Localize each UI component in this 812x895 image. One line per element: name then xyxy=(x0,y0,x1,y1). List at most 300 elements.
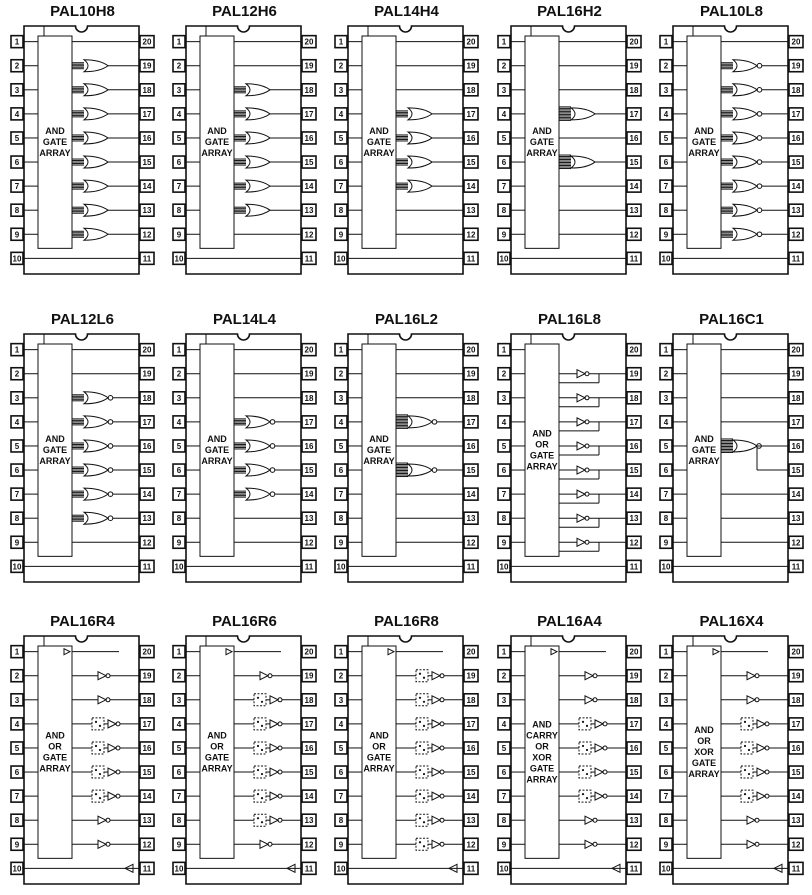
block-label: ARRAY xyxy=(688,769,720,780)
block-label: GATE xyxy=(204,752,230,763)
pin-number: 10 xyxy=(661,562,671,572)
pin-number: 18 xyxy=(791,85,801,95)
pin-number: 15 xyxy=(142,768,152,778)
block-label: ARRAY xyxy=(201,148,233,159)
pin-number: 4 xyxy=(338,417,344,427)
output-buffer xyxy=(757,768,765,776)
chip-pal16l8 xyxy=(498,311,641,582)
or-gate xyxy=(246,416,270,428)
tri-state-buffer xyxy=(98,816,106,824)
pin-number: 15 xyxy=(791,158,801,168)
pin-number: 9 xyxy=(338,840,344,850)
or-gate xyxy=(733,108,757,120)
pin-number: 16 xyxy=(791,133,801,143)
or-gate xyxy=(84,108,108,120)
pin-number: 7 xyxy=(501,792,507,802)
inverter-bubble xyxy=(757,160,762,165)
flip-flop-dot xyxy=(419,697,421,699)
pin-number: 18 xyxy=(304,85,314,95)
block-label: ARRAY xyxy=(39,148,71,159)
pin-number: 4 xyxy=(663,417,669,427)
pin-number: 8 xyxy=(176,206,182,216)
or-gate xyxy=(84,180,108,192)
pin-number: 6 xyxy=(501,158,507,168)
or-gate xyxy=(408,416,432,428)
flip-flop-dot xyxy=(99,749,101,751)
block-label: AND xyxy=(532,428,552,439)
pin-number: 9 xyxy=(14,538,20,548)
chip-package xyxy=(348,636,463,884)
pin-number: 19 xyxy=(142,671,152,681)
chip-pal16a4 xyxy=(498,613,641,884)
chip-pal16x4 xyxy=(660,613,803,884)
pin-number: 9 xyxy=(14,230,20,240)
pin-number: 5 xyxy=(501,743,507,753)
pin-number: 8 xyxy=(663,816,669,826)
inverter-bubble xyxy=(757,208,762,213)
inverter-bubble xyxy=(757,184,762,189)
pin-number: 2 xyxy=(176,61,182,71)
pin-number: 10 xyxy=(174,562,184,572)
block-label: CARRY xyxy=(526,730,558,741)
flip-flop-dot xyxy=(99,725,101,727)
pin-number: 14 xyxy=(466,490,476,500)
pin-number: 12 xyxy=(142,840,152,850)
pin-number: 18 xyxy=(791,695,801,705)
pin-number: 19 xyxy=(466,671,476,681)
pin-number: 3 xyxy=(176,393,182,403)
pin-number: 15 xyxy=(791,466,801,476)
flip-flop xyxy=(254,766,266,778)
block-label: ARRAY xyxy=(688,148,720,159)
block-label: XOR xyxy=(694,747,714,758)
output-buffer xyxy=(108,792,116,800)
pin-number: 5 xyxy=(338,441,344,451)
pin-number: 20 xyxy=(791,37,801,47)
pin-number: 10 xyxy=(336,254,346,264)
or-gate xyxy=(84,416,108,428)
output-buffer xyxy=(595,768,603,776)
pin-number: 16 xyxy=(466,743,476,753)
chip-title: PAL10L8 xyxy=(699,3,764,20)
pin-number: 20 xyxy=(629,37,639,47)
inverter-bubble xyxy=(270,468,275,473)
pin-number: 1 xyxy=(14,345,20,355)
pin-number: 2 xyxy=(501,369,507,379)
block-label: AND xyxy=(207,434,227,445)
pin-number: 6 xyxy=(663,768,669,778)
output-buffer xyxy=(108,720,116,728)
pin-number: 4 xyxy=(501,417,507,427)
pin-number: 16 xyxy=(142,133,152,143)
chip-package xyxy=(511,636,626,884)
pin-number: 11 xyxy=(304,864,314,874)
pin-number: 2 xyxy=(14,61,20,71)
pin-number: 18 xyxy=(304,393,314,403)
output-buffer xyxy=(432,744,440,752)
flip-flop xyxy=(92,790,104,802)
or-gate xyxy=(84,392,108,404)
inverter-bubble xyxy=(108,468,113,473)
pin-number: 15 xyxy=(466,768,476,778)
pin-number: 3 xyxy=(663,695,669,705)
pin-number: 18 xyxy=(466,695,476,705)
pin-number: 6 xyxy=(176,158,182,168)
block-label: ARRAY xyxy=(526,774,558,785)
or-gate xyxy=(733,60,757,72)
pin-number: 18 xyxy=(466,85,476,95)
pin-number: 11 xyxy=(466,254,476,264)
pin-number: 13 xyxy=(629,816,639,826)
clock-buffer xyxy=(226,649,232,655)
pin-number: 14 xyxy=(142,792,152,802)
inverter-bubble xyxy=(108,444,113,449)
pin-number: 4 xyxy=(663,719,669,729)
pin-number: 16 xyxy=(304,133,314,143)
pin-number: 1 xyxy=(14,37,20,47)
or-gate xyxy=(84,156,108,168)
output-buffer xyxy=(108,768,116,776)
pin-number: 7 xyxy=(14,490,20,500)
pin-number: 18 xyxy=(304,695,314,705)
pin-number: 13 xyxy=(791,816,801,826)
or-gate xyxy=(246,84,270,96)
pin-number: 1 xyxy=(338,345,344,355)
clock-buffer xyxy=(551,649,557,655)
pin-number: 19 xyxy=(304,61,314,71)
pin-number: 15 xyxy=(142,466,152,476)
output-buffer xyxy=(432,768,440,776)
inverter-bubble xyxy=(270,492,275,497)
or-gate xyxy=(408,180,432,192)
or-gate xyxy=(733,440,757,452)
chip-pal12l6 xyxy=(11,311,154,582)
pin-number: 11 xyxy=(629,562,639,572)
pin-number: 17 xyxy=(304,719,314,729)
pin-number: 16 xyxy=(466,441,476,451)
chip-pal16c1 xyxy=(660,311,803,582)
pin-number: 5 xyxy=(501,441,507,451)
flip-flop xyxy=(741,718,753,730)
inverter-bubble xyxy=(757,63,762,68)
or-gate xyxy=(733,180,757,192)
pin-number: 8 xyxy=(663,514,669,524)
pin-number: 1 xyxy=(663,37,669,47)
block-label: ARRAY xyxy=(363,456,395,467)
flip-flop xyxy=(741,790,753,802)
block-label: ARRAY xyxy=(201,456,233,467)
pin-number: 14 xyxy=(304,490,314,500)
pin-number: 4 xyxy=(176,417,182,427)
pin-number: 18 xyxy=(142,695,152,705)
flip-flop-dot xyxy=(744,721,746,723)
pin-number: 5 xyxy=(14,743,20,753)
pin-number: 4 xyxy=(14,109,20,119)
clock-buffer xyxy=(64,649,70,655)
pin-number: 3 xyxy=(14,695,20,705)
pin-number: 17 xyxy=(466,417,476,427)
pin-number: 12 xyxy=(791,230,801,240)
pin-number: 17 xyxy=(466,719,476,729)
pin-number: 19 xyxy=(791,369,801,379)
inverter-bubble xyxy=(432,420,437,425)
block-label: OR xyxy=(535,439,549,450)
pin-number: 5 xyxy=(176,133,182,143)
pin-number: 17 xyxy=(629,109,639,119)
pin-number: 7 xyxy=(176,182,182,192)
pin-number: 15 xyxy=(466,158,476,168)
pin-number: 7 xyxy=(663,490,669,500)
pin-number: 20 xyxy=(629,647,639,657)
pin-number: 6 xyxy=(663,466,669,476)
pin-number: 14 xyxy=(791,182,801,192)
block-label: ARRAY xyxy=(201,763,233,774)
pin-number: 2 xyxy=(501,671,507,681)
pin-number: 2 xyxy=(176,671,182,681)
pin-number: 12 xyxy=(142,538,152,548)
block-label: ARRAY xyxy=(526,461,558,472)
or-gate xyxy=(84,60,108,72)
or-gate xyxy=(571,156,595,168)
pin-number: 11 xyxy=(466,562,476,572)
inverter-bubble xyxy=(270,444,275,449)
pin-number: 17 xyxy=(142,109,152,119)
tri-state-buffer xyxy=(577,514,585,522)
chip-title: PAL16R6 xyxy=(212,613,277,630)
pin-number: 16 xyxy=(466,133,476,143)
flip-flop-dot xyxy=(582,721,584,723)
pin-number: 12 xyxy=(629,840,639,850)
block-label: GATE xyxy=(366,445,392,456)
clock-buffer xyxy=(713,649,719,655)
chip-pal10h8 xyxy=(11,3,154,274)
flip-flop xyxy=(579,742,591,754)
flip-flop-dot xyxy=(748,773,750,775)
pin-number: 11 xyxy=(466,864,476,874)
pin-number: 8 xyxy=(338,816,344,826)
pin-number: 16 xyxy=(791,743,801,753)
pin-number: 6 xyxy=(663,158,669,168)
pin-number: 15 xyxy=(304,768,314,778)
or-gate xyxy=(246,464,270,476)
flip-flop-dot xyxy=(257,745,259,747)
pin-number: 11 xyxy=(791,254,801,264)
flip-flop-dot xyxy=(261,821,263,823)
pin-number: 10 xyxy=(661,864,671,874)
pin-number: 8 xyxy=(176,816,182,826)
inverter-bubble xyxy=(757,136,762,141)
or-gate xyxy=(84,440,108,452)
output-buffer xyxy=(432,696,440,704)
pin-number: 8 xyxy=(501,514,507,524)
pin-number: 5 xyxy=(338,743,344,753)
pin-number: 15 xyxy=(629,158,639,168)
pin-number: 2 xyxy=(338,671,344,681)
tri-state-buffer xyxy=(747,840,755,848)
pin-number: 13 xyxy=(791,514,801,524)
pin-number: 4 xyxy=(176,109,182,119)
pin-number: 19 xyxy=(142,369,152,379)
pin-number: 11 xyxy=(142,864,152,874)
pin-number: 17 xyxy=(304,417,314,427)
flip-flop-dot xyxy=(95,745,97,747)
flip-flop xyxy=(254,790,266,802)
flip-flop-dot xyxy=(744,745,746,747)
pin-number: 16 xyxy=(142,441,152,451)
pin-number: 3 xyxy=(501,393,507,403)
pin-number: 16 xyxy=(629,743,639,753)
or-gate xyxy=(733,84,757,96)
pin-number: 19 xyxy=(629,671,639,681)
pin-number: 10 xyxy=(12,562,22,572)
pin-number: 3 xyxy=(663,85,669,95)
pin-number: 13 xyxy=(791,206,801,216)
flip-flop xyxy=(741,742,753,754)
pin-number: 11 xyxy=(304,562,314,572)
or-gate xyxy=(733,156,757,168)
pin-number: 4 xyxy=(663,109,669,119)
pin-number: 4 xyxy=(176,719,182,729)
pin-number: 4 xyxy=(501,109,507,119)
block-label: GATE xyxy=(691,137,717,148)
or-gate xyxy=(408,108,432,120)
pin-number: 13 xyxy=(304,816,314,826)
pin-number: 7 xyxy=(501,182,507,192)
pin-number: 6 xyxy=(501,768,507,778)
pin-number: 13 xyxy=(304,206,314,216)
pin-number: 1 xyxy=(501,37,507,47)
flip-flop xyxy=(254,814,266,826)
block-label: AND xyxy=(45,434,65,445)
chip-pal12h6 xyxy=(173,3,316,274)
pin-number: 7 xyxy=(176,792,182,802)
block-label: OR xyxy=(535,741,549,752)
pin-number: 9 xyxy=(338,230,344,240)
flip-flop-dot xyxy=(586,725,588,727)
pin-number: 15 xyxy=(304,466,314,476)
pin-number: 16 xyxy=(142,743,152,753)
pin-number: 8 xyxy=(501,816,507,826)
pin-number: 20 xyxy=(466,37,476,47)
flip-flop-dot xyxy=(423,797,425,799)
pin-number: 1 xyxy=(501,647,507,657)
pin-number: 17 xyxy=(791,109,801,119)
pin-number: 2 xyxy=(14,671,20,681)
pin-number: 20 xyxy=(304,37,314,47)
pin-number: 16 xyxy=(629,133,639,143)
block-label: AND xyxy=(532,719,552,730)
pin-number: 14 xyxy=(304,792,314,802)
tri-state-buffer xyxy=(577,442,585,450)
pin-number: 17 xyxy=(304,109,314,119)
chip-title: PAL10H8 xyxy=(50,3,115,20)
flip-flop xyxy=(579,790,591,802)
flip-flop xyxy=(416,766,428,778)
pin-number: 18 xyxy=(791,393,801,403)
output-buffer xyxy=(432,792,440,800)
pin-number: 11 xyxy=(629,864,639,874)
block-label: OR xyxy=(210,741,224,752)
chip-title: PAL16C1 xyxy=(699,311,764,328)
block-label: OR xyxy=(48,741,62,752)
pin-number: 13 xyxy=(304,514,314,524)
pin-number: 2 xyxy=(14,369,20,379)
tri-state-buffer xyxy=(747,816,755,824)
chip-pal16r8 xyxy=(335,613,478,884)
pin-number: 2 xyxy=(176,369,182,379)
pin-number: 6 xyxy=(338,768,344,778)
block-label: GATE xyxy=(366,137,392,148)
output-buffer xyxy=(757,744,765,752)
inverter-bubble xyxy=(757,88,762,93)
or-gate xyxy=(246,180,270,192)
block-label: AND xyxy=(369,730,389,741)
output-buffer xyxy=(270,792,278,800)
tri-state-buffer xyxy=(98,840,106,848)
block-label: ARRAY xyxy=(39,456,71,467)
pin-number: 15 xyxy=(142,158,152,168)
flip-flop-dot xyxy=(261,701,263,703)
output-buffer xyxy=(108,744,116,752)
pin-number: 6 xyxy=(176,768,182,778)
block-label: GATE xyxy=(366,752,392,763)
inverter-bubble xyxy=(432,468,437,473)
pin-number: 5 xyxy=(663,743,669,753)
chip-pal16r6 xyxy=(173,613,316,884)
pin-number: 15 xyxy=(466,466,476,476)
flip-flop-dot xyxy=(586,749,588,751)
block-label: GATE xyxy=(204,445,230,456)
pin-number: 9 xyxy=(338,538,344,548)
flip-flop xyxy=(741,766,753,778)
chip-title: PAL16L2 xyxy=(374,311,439,328)
block-label: OR xyxy=(372,741,386,752)
flip-flop-dot xyxy=(423,725,425,727)
inverter-bubble xyxy=(270,420,275,425)
pin-number: 8 xyxy=(338,514,344,524)
chip-title: PAL12H6 xyxy=(212,3,277,20)
flip-flop-dot xyxy=(419,673,421,675)
pin-number: 5 xyxy=(176,743,182,753)
pin-number: 10 xyxy=(174,254,184,264)
pin-number: 14 xyxy=(142,490,152,500)
tri-state-buffer xyxy=(585,696,593,704)
pin-number: 8 xyxy=(663,206,669,216)
flip-flop-dot xyxy=(95,793,97,795)
pin-number: 10 xyxy=(661,254,671,264)
tri-state-buffer xyxy=(585,816,593,824)
pin-number: 1 xyxy=(176,647,182,657)
output-buffer xyxy=(270,816,278,824)
pin-number: 12 xyxy=(304,230,314,240)
chip-title: PAL12L6 xyxy=(50,311,115,328)
tri-state-buffer xyxy=(577,418,585,426)
pin-number: 17 xyxy=(629,719,639,729)
pin-number: 13 xyxy=(629,514,639,524)
pin-number: 20 xyxy=(791,647,801,657)
or-gate xyxy=(84,512,108,524)
pin-number: 13 xyxy=(629,206,639,216)
pin-number: 10 xyxy=(499,864,509,874)
flip-flop xyxy=(254,694,266,706)
pin-number: 11 xyxy=(791,864,801,874)
flip-flop-dot xyxy=(423,773,425,775)
pin-number: 14 xyxy=(791,490,801,500)
pin-number: 12 xyxy=(791,840,801,850)
pin-number: 15 xyxy=(791,768,801,778)
pin-number: 16 xyxy=(629,441,639,451)
flip-flop xyxy=(92,766,104,778)
